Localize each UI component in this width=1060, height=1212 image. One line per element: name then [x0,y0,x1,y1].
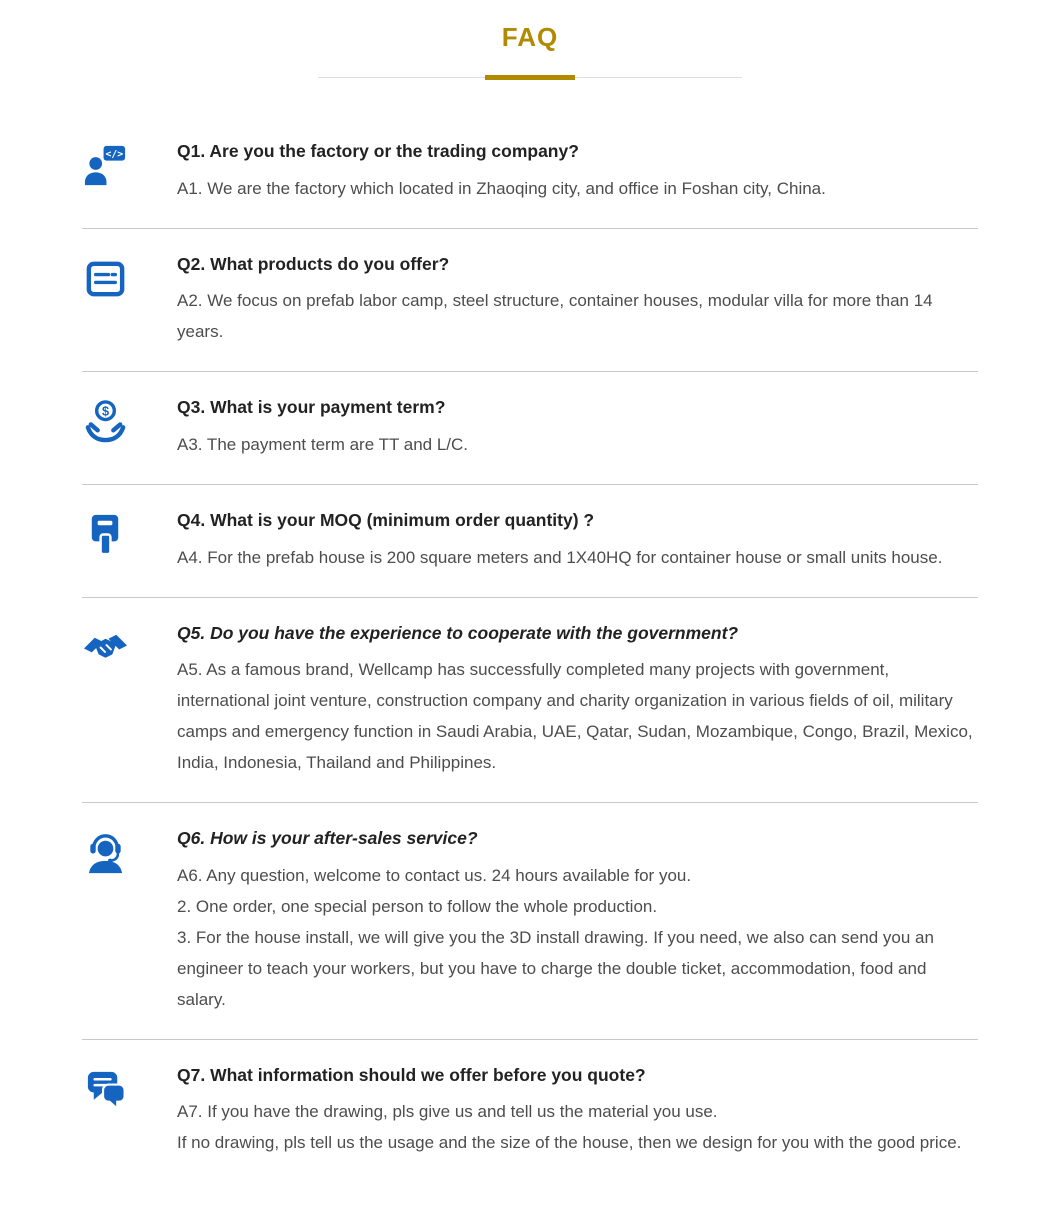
faq-answers [177,1096,978,1158]
answer-line: A4. For the prefab house is 200 square meters and 1X40HQ for container house or small units house. [177,547,943,567]
faq-answers [177,860,978,1015]
faq-item-icon-column [82,622,177,676]
page-title: FAQ [501,22,559,52]
faq-question: Q2. What products do you offer? [177,253,450,274]
faq-list [82,116,978,1182]
faq-answers [177,542,978,573]
faq-question: Q5. Do you have the experience to cooperate with the government? [177,622,739,643]
answer-line: A5. As a famous brand, Wellcamp has successfully completed many projects with government, international joint venture, construction company and charity organization in various fields of oil, military camps and emergency function in Saudi Arabia, UAE, Qatar, Sudan, Mozambique, Congo, Brazil, Mexico, India, Indonesia, Thailand and Philippines. [177,660,973,773]
faq-item-icon-column [82,253,177,307]
faq-item [82,372,978,485]
title-divider [318,77,742,78]
handshake-icon [82,624,129,671]
svg-text:</>: </> [105,149,124,161]
faq-item [82,485,978,598]
answer-line: A1. We are the factory which located in Zhaoqing city, and office in Foshan city, China. [177,178,826,198]
faq-item-text-column [177,622,978,779]
faq-question: Q4. What is your MOQ (minimum order quantity) ? [177,509,595,530]
faq-item-text-column [177,509,978,573]
faq-item [82,116,978,229]
faq-question: Q6. How is your after-sales service? [177,828,478,849]
faq-item [82,229,978,373]
faq-question: Q3. What is your payment term? [177,397,446,418]
faq-item-text-column [177,1064,978,1159]
answer-line: A7. If you have the drawing, pls give us and tell us the material you use. [177,1102,718,1122]
answer-line: A6. Any question, welcome to contact us. 24 hours available for you. [177,865,692,885]
faq-item-text-column [177,140,978,204]
faq-header [0,22,1060,78]
faq-answers [177,429,978,460]
faq-item-icon-column [82,396,177,450]
chat-bubbles-icon [82,1066,129,1113]
answer-line: A3. The payment term are TT and L/C. [177,434,469,454]
svg-text:$: $ [101,403,110,419]
support-agent-icon [82,829,129,876]
faq-question: Q7. What information should we offer before you quote? [177,1064,646,1085]
faq-item-text-column [177,396,978,460]
faq-answers [177,654,978,778]
payment-hand-dollar-icon [82,398,129,445]
faq-item [82,1040,978,1183]
title-divider-accent [485,75,575,80]
answer-line: If no drawing, pls tell us the usage and the size of the house, then we design for you with the good price. [177,1133,962,1153]
faq-item [82,803,978,1040]
moq-card-icon [82,511,129,558]
faq-item-icon-column [82,827,177,881]
faq-item-text-column [177,827,978,1015]
answer-line: 3. For the house install, we will give you the 3D install drawing. If you need, we also can send you an engineer to teach your workers, but you have to charge the double ticket, accommodation, food and salary. [177,927,934,1009]
faq-item-icon-column [82,509,177,563]
faq-item-icon-column [82,140,177,194]
answer-line: A2. We focus on prefab labor camp, steel structure, container houses, modular villa for more than 14 years. [177,291,933,342]
faq-item-text-column [177,253,978,348]
faq-answers [177,285,978,347]
faq-item-icon-column [82,1064,177,1118]
product-list-icon [82,255,129,302]
faq-answers [177,173,978,204]
developer-user-icon [82,142,129,189]
faq-item [82,598,978,804]
answer-line: 2. One order, one special person to follow the whole production. [177,896,658,916]
faq-question: Q1. Are you the factory or the trading company? [177,141,579,161]
